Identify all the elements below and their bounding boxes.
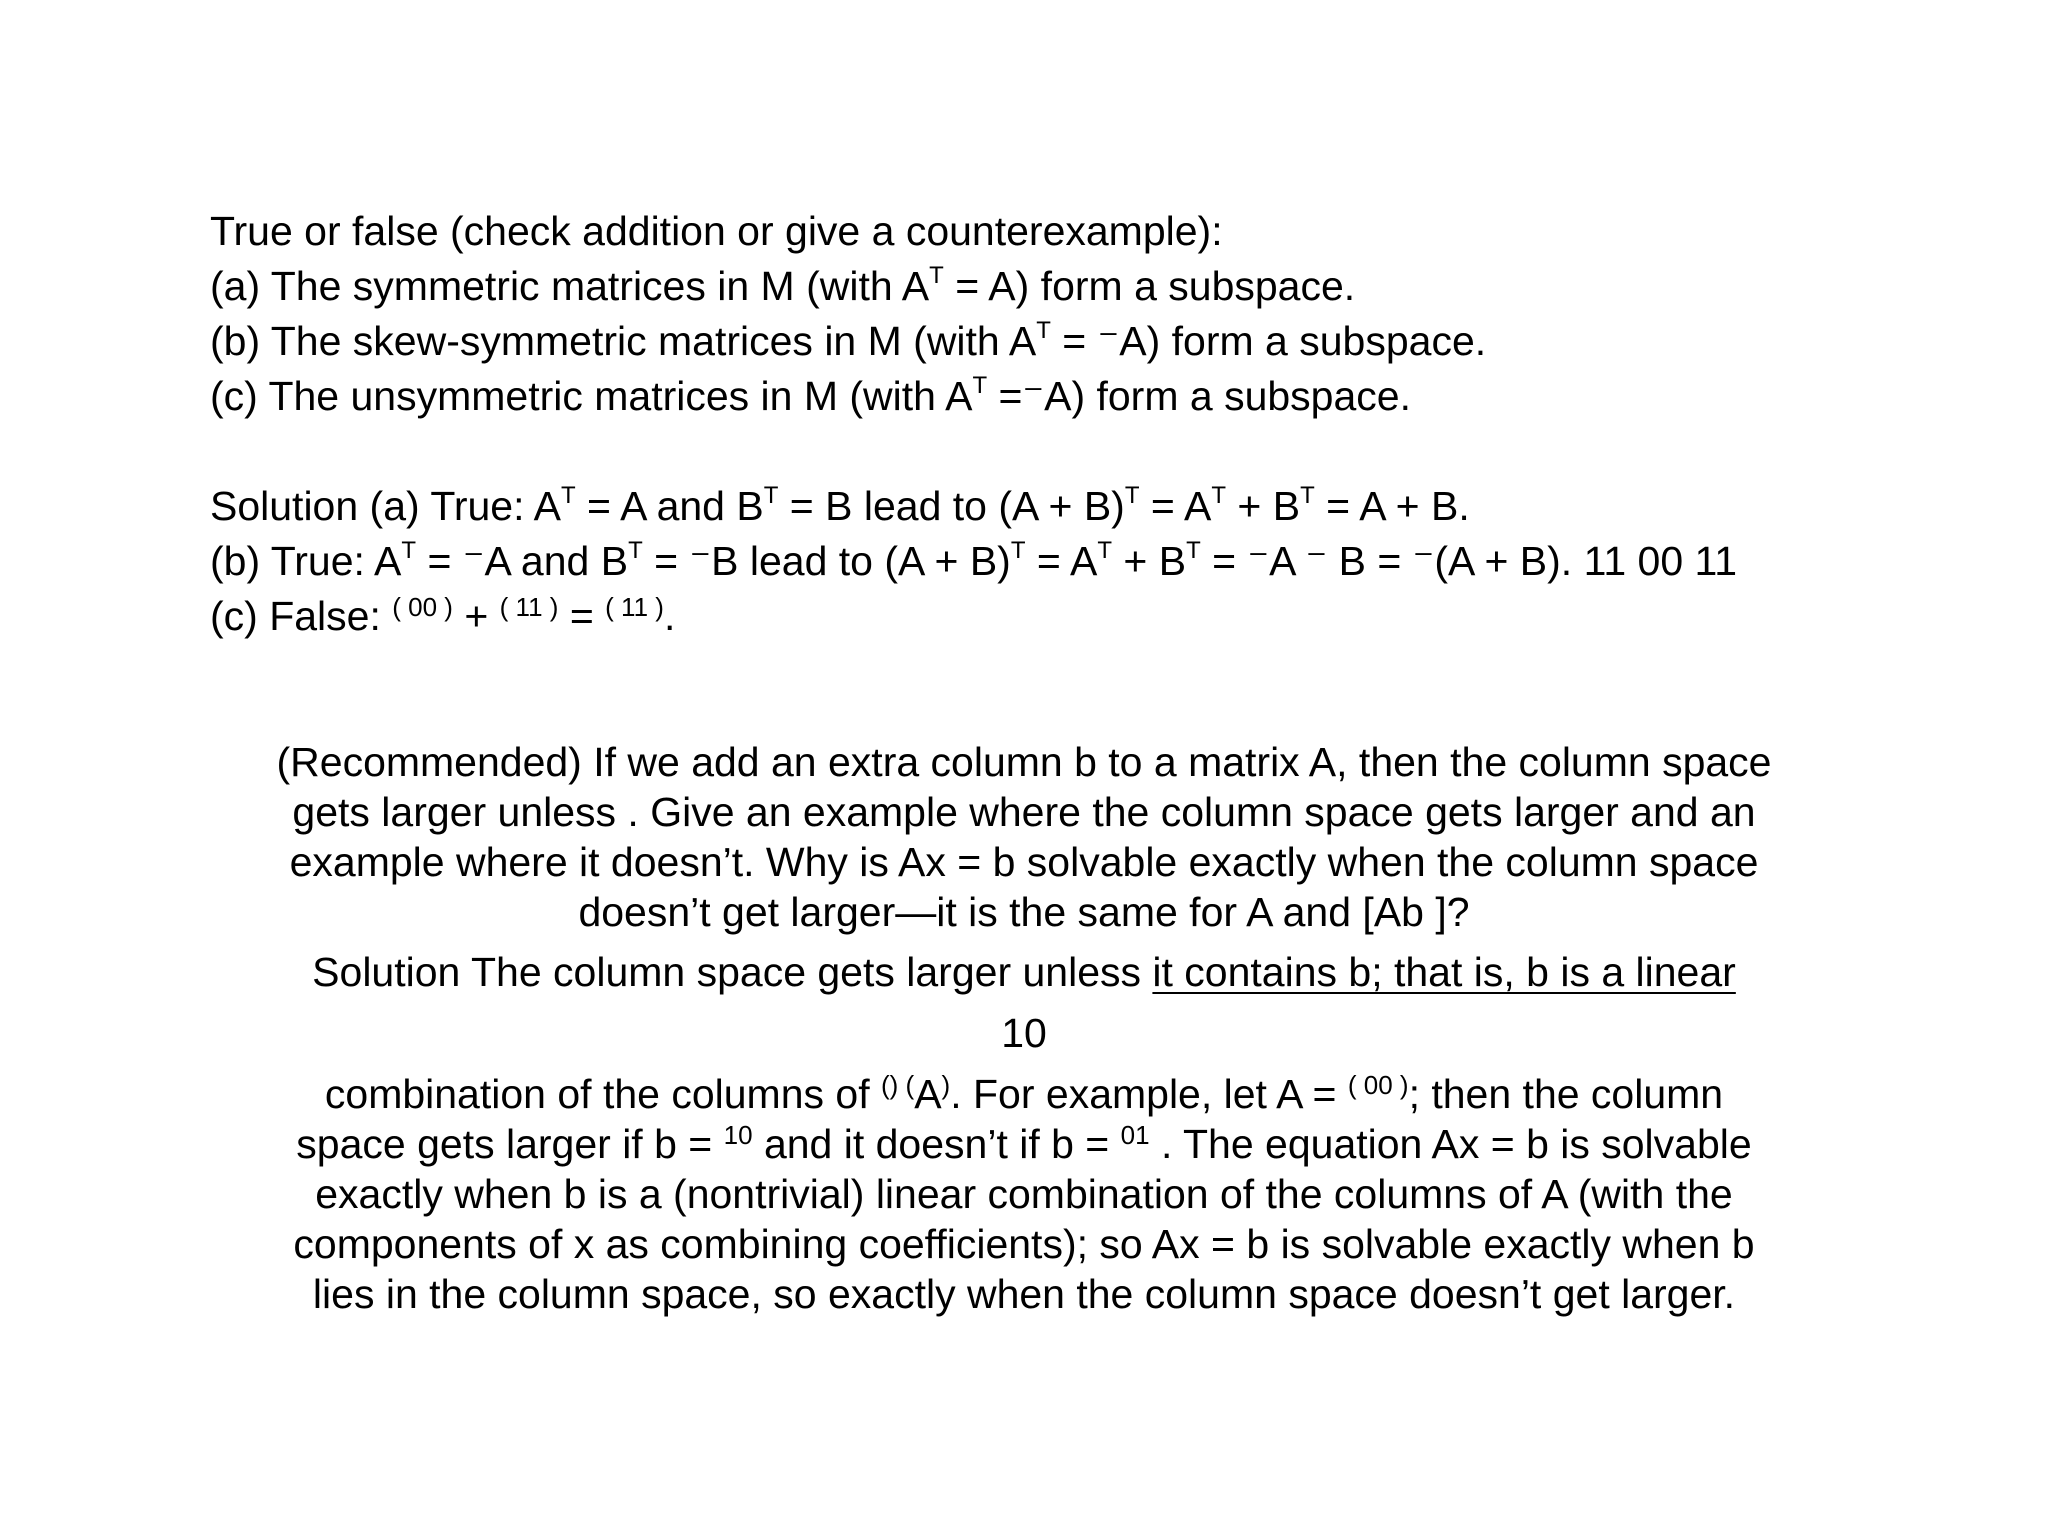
problem1-part-c: (c) The unsymmetric matrices in M (with $A^T =^-A$) form a subspace. (210, 372, 1411, 419)
solution1-part-c: (c) False: $^{( 00 )}$ + $^{( 11 )}$ = $^{( 11 )}$. (210, 592, 676, 639)
solution2-line5: components of x as combining coefficients); so Ax = b is solvable exactly when b (293, 1221, 1755, 1267)
problem2-line4: doesn’t get larger—it is the same for A and [Ab ]? (578, 889, 1470, 935)
solution2-underlined-phrase: it contains b; that is, b is a linear (1152, 949, 1736, 995)
solution2-line3: space gets larger if b = $^{10}$ and it doesn’t if b = $^{01}$ . The equation Ax = b is solvable (296, 1120, 1752, 1167)
problem2-line2: gets larger unless . Give an example where the column space gets larger and an (292, 789, 1756, 835)
solution2-line4: exactly when b is a (nontrivial) linear combination of the columns of A (with the (315, 1171, 1733, 1217)
problem2-line3: example where it doesn’t. Why is Ax = b solvable exactly when the column space (289, 839, 1759, 885)
solution2-fragment: 10 (1001, 1010, 1047, 1056)
solution1-part-a: Solution (a) True: $A^T = A$ and $B^T = B$ lead to $(A + B)^T = A^T + B^T = A + B$. (210, 482, 1470, 529)
solution2-line2: combination of the columns of () (A). For example, let A = $^{( 00 )}$; then the column (324, 1070, 1724, 1117)
problem2-line1: (Recommended) If we add an extra column b to a matrix A, then the column space (276, 739, 1772, 785)
solution2-line1: Solution The column space gets larger unless it contains b; that is, b is a linear (312, 949, 1736, 995)
problem1-part-a: (a) The symmetric matrices in M (with $A^T = A$) form a subspace. (210, 262, 1356, 309)
solution2-line6: lies in the column space, so exactly when the column space doesn’t get larger. (312, 1271, 1736, 1317)
solution1-part-b: (b) True: $A^T = ^-A$ and $B^T = ^-B$ lead to $(A + B)^T = A^T + B^T = ^-A$ ⁻ B = ⁻(A + B). 11 00 11 (210, 537, 1738, 584)
problem1-intro: True or false (check addition or give a counterexample): (210, 208, 1223, 254)
problem1-part-b: (b) The skew-symmetric matrices in M (with $A^T = ^-A$) form a subspace. (210, 317, 1487, 364)
